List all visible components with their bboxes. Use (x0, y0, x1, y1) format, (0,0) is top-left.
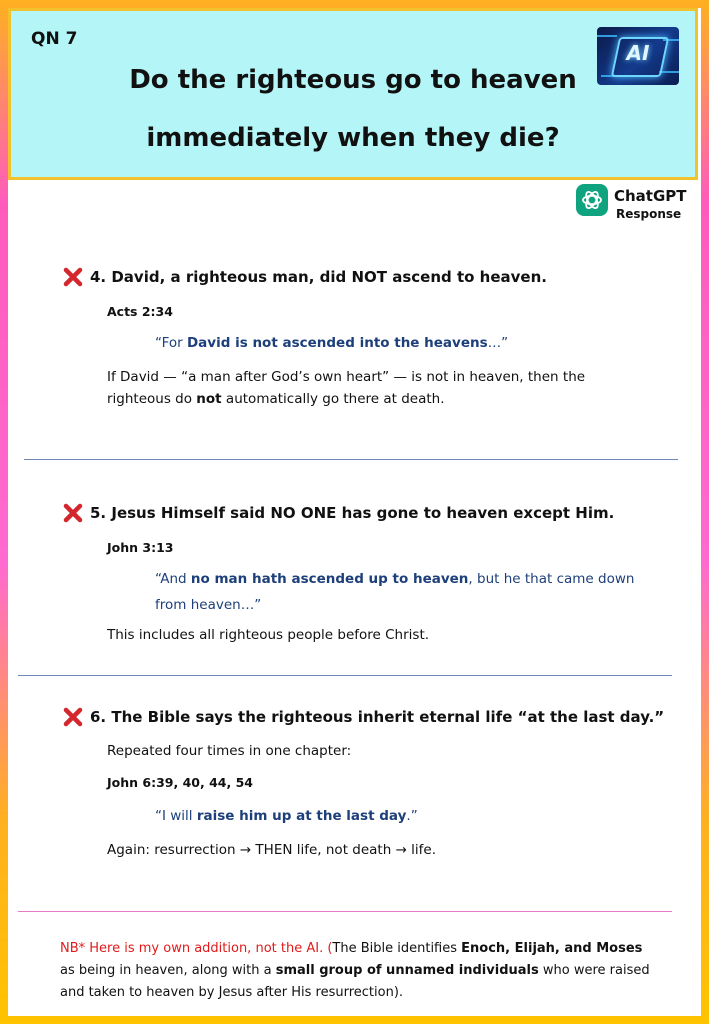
note-divider (18, 911, 672, 912)
section-5-heading (62, 502, 614, 524)
red-x-icon (62, 502, 84, 524)
red-x-icon (62, 266, 84, 288)
section-6-title: 6. The Bible says the righteous inherit eternal life “at the last day.” (90, 708, 665, 726)
page-title (11, 51, 695, 167)
section-6-reference: John 6:39, 40, 44, 54 (107, 775, 253, 790)
section-5-quote: “And no man hath ascended up to heaven, but he that came down from heaven…” (155, 571, 635, 613)
section-divider-2 (18, 675, 672, 676)
section-4-body: If David — “a man after God’s own heart” — is not in heaven, then the righteous do not automatically go there at death. (107, 369, 586, 407)
title-line-1: Do the righteous go to heaven (129, 65, 577, 95)
section-6-intro: Repeated four times in one chapter: (107, 743, 352, 759)
section-5-reference: John 3:13 (107, 540, 174, 555)
section-divider-1 (24, 459, 678, 460)
section-6-body: Again: resurrection → THEN life, not death → life. (107, 842, 437, 858)
section-4-heading (62, 266, 547, 288)
section-4-quote: “For David is not ascended into the heavens…” (155, 335, 509, 351)
section-6-heading (62, 706, 664, 728)
question-number: QN 7 (31, 29, 78, 49)
note-lead: NB* Here is my own addition, not the AI. ( (60, 941, 333, 956)
ai-chip-label: AI (626, 41, 650, 65)
chatgpt-badge (576, 184, 686, 224)
section-4-reference: Acts 2:34 (107, 304, 173, 319)
chatgpt-name: ChatGPT (614, 187, 687, 205)
ai-chip-icon (597, 27, 679, 85)
chatgpt-logo-icon (576, 184, 608, 216)
section-5-title: 5. Jesus Himself said NO ONE has gone to heaven except Him. (90, 504, 615, 522)
header-banner (8, 8, 698, 180)
section-5-body: This includes all righteous people before Christ. (107, 627, 430, 643)
section-6-quote: “I will raise him up at the last day.” (155, 808, 418, 824)
red-x-icon (62, 706, 84, 728)
author-note: NB* Here is my own addition, not the AI. (The Bible identifies Enoch, Elijah, and Moses as being in heaven, along with a small group of unnamed individuals who were raised and taken to heaven by Jesus after His resurrection). (60, 941, 650, 1000)
section-4-title: 4. David, a righteous man, did NOT ascend to heaven. (90, 268, 547, 286)
chatgpt-response-label: Response (616, 207, 682, 221)
title-line-2: immediately when they die? (146, 123, 560, 153)
